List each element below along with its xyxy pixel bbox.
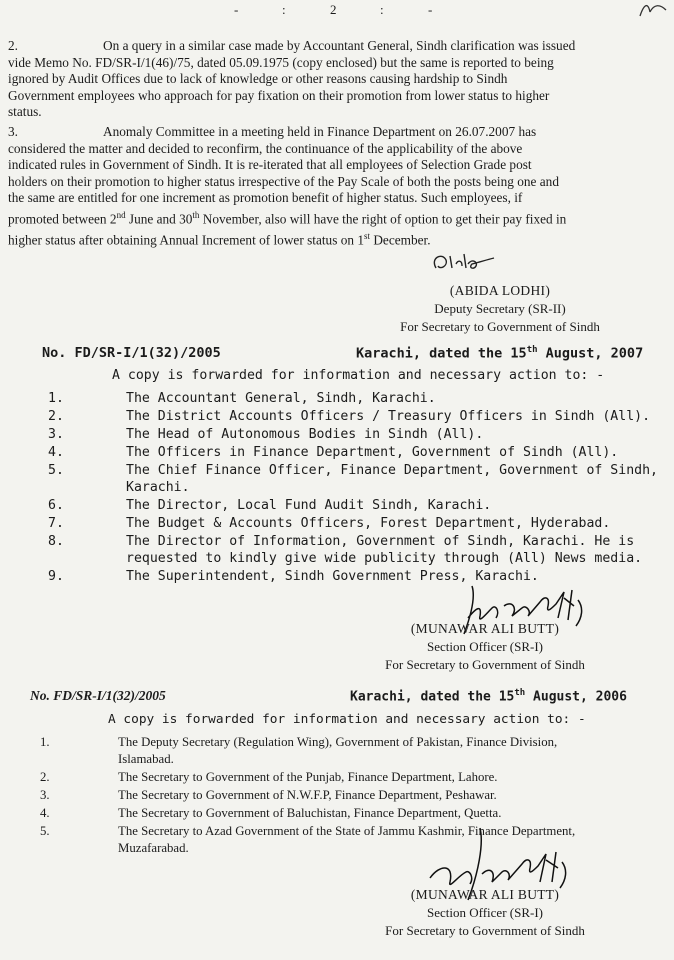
signatory-block-2 (340, 620, 630, 674)
item-text (126, 497, 491, 514)
item-line: requested to kindly give wide publicity through (All) News media. (126, 551, 643, 566)
item-text (126, 515, 610, 532)
item-line: Islamabad. (118, 752, 174, 766)
distribution-item (40, 734, 660, 769)
signatory-block-3 (340, 886, 630, 940)
signatory-name: (MUNAWAR ALI BUTT) (410, 621, 560, 636)
signatory-name: (MUNAWAR ALI BUTT) (410, 887, 560, 902)
dated-line: Karachi, dated the 15th August, 2006 (350, 688, 627, 705)
corner-scribble-icon (636, 0, 672, 20)
item-number: 4. (40, 806, 50, 820)
header-colon-right: : (380, 2, 384, 17)
item-line: The Director, Local Fund Audit Sindh, Karachi. (126, 498, 492, 513)
distribution-item (48, 462, 668, 497)
distribution-item (48, 426, 668, 444)
distribution-item (48, 444, 668, 462)
item-line: Karachi. (126, 480, 190, 495)
item-number: 2. (40, 770, 50, 784)
item-line: The Chief Finance Officer, Finance Department, Government of Sindh, (126, 463, 658, 478)
reference-number: No. FD/SR-I/1(32)/2005 (42, 345, 221, 361)
distribution-item (48, 515, 668, 533)
distribution-item (40, 787, 660, 805)
endorsement-2-header (0, 688, 674, 706)
distribution-item (48, 390, 668, 408)
item-number: 5. (40, 824, 50, 838)
paragraph-number: 2. (8, 38, 18, 53)
item-number: 5. (48, 463, 64, 478)
item-number: 8. (48, 534, 64, 549)
paragraph-line: ignored by Audit Offices due to lack of knowledge or other reasons causing hardship to Sindh (8, 71, 508, 87)
item-line: The District Accounts Officers / Treasury Officers in Sindh (All). (126, 409, 651, 424)
signatory-block-1 (360, 282, 640, 336)
item-number: 1. (48, 391, 64, 406)
item-text (126, 444, 618, 461)
item-number: 2. (48, 409, 64, 424)
item-number: 6. (48, 498, 64, 513)
item-text (126, 426, 483, 443)
paragraph-line: holders on their promotion to higher status irrespective of the Pay Scale of both the posts being one and (8, 173, 559, 189)
signature-abida (428, 250, 500, 276)
item-line: The Secretary to Government of the Punjab, Finance Department, Lahore. (118, 770, 498, 784)
dated-line: Karachi, dated the 15th August, 2007 (356, 345, 644, 362)
item-number: 1. (40, 735, 50, 749)
paragraph-line: considered the matter and decided to reconfirm, the continuance of the applicability of the above (8, 140, 523, 156)
item-line: The Head of Autonomous Bodies in Sindh (All). (126, 427, 484, 442)
header-dash-right: - (428, 2, 433, 17)
item-line: The Officers in Finance Department, Government of Sindh (All). (126, 445, 619, 460)
page-number: 2 (330, 2, 337, 17)
item-line: The Director of Information, Government of Sindh, Karachi. He is (126, 534, 635, 549)
paragraph-line: vide Memo No. FD/SR-I/1(46)/75, dated 05.09.1975 (copy enclosed) but the same is reported to being (8, 54, 554, 70)
item-text (126, 390, 436, 407)
distribution-item (48, 408, 668, 426)
item-line: The Accountant General, Sindh, Karachi. (126, 391, 436, 406)
endorsement-1-header (0, 345, 674, 363)
item-number: 3. (40, 788, 50, 802)
item-line: The Secretary to Azad Government of the State of Jammu Kashmir, Finance Department, (118, 824, 576, 838)
item-text (126, 462, 658, 496)
header-colon-left: : (282, 2, 286, 17)
paragraph-2 (8, 38, 656, 121)
item-line: The Secretary to Government of Baluchistan, Finance Department, Quetta. (118, 806, 502, 820)
item-text (126, 533, 642, 567)
paragraph-line: the same are entitled for one increment as promotion benefit of higher status. Such employees, if (8, 190, 523, 206)
distribution-item (48, 533, 668, 568)
signatory-for-line: For Secretary to Government of Sindh (385, 657, 585, 672)
paragraph-line: higher status after obtaining Annual Increment of lower status on 1st December. (8, 230, 431, 248)
header-dash-left: - (234, 2, 239, 17)
distribution-item (48, 497, 668, 515)
item-text (118, 734, 557, 768)
forwarding-intro: A copy is forwarded for information and necessary action to: - (112, 368, 605, 383)
item-text (118, 787, 497, 804)
paragraph-line: Government employees who approach for pay fixation on their promotion from lower status to higher (8, 87, 550, 103)
paragraph-line: indicated rules in Government of Sindh. It is re-iterated that all employees of Selection Grade post (8, 157, 532, 173)
signatory-designation: Deputy Secretary (SR-II) (434, 301, 566, 316)
item-number: 3. (48, 427, 64, 442)
paragraph-line: status. (8, 104, 42, 120)
paragraph-line: On a query in a similar case made by Accountant General, Sindh clarification was issued (103, 38, 576, 53)
signatory-for-line: For Secretary to Government of Sindh (385, 923, 585, 938)
item-line: The Budget & Accounts Officers, Forest Department, Hyderabad. (126, 516, 611, 531)
signatory-name: (ABIDA LODHI) (449, 283, 551, 298)
item-text (118, 805, 501, 822)
paragraph-3 (8, 124, 656, 249)
item-number: 7. (48, 516, 64, 531)
paragraph-line: Anomaly Committee in a meeting held in Finance Department on 26.07.2007 has (103, 124, 537, 139)
paragraph-number: 3. (8, 124, 18, 139)
signatory-designation: Section Officer (SR-I) (426, 639, 543, 654)
item-number: 4. (48, 445, 64, 460)
item-line: The Secretary to Government of N.W.F.P, Finance Department, Peshawar. (118, 788, 497, 802)
paragraph-line: promoted between 2nd June and 30th November, also will have the right of option to get their pay fixed in (8, 209, 567, 227)
forwarding-intro: A copy is forwarded for information and necessary action to: - (108, 712, 586, 727)
distribution-list-1 (48, 390, 668, 586)
item-text (118, 769, 498, 786)
item-text (126, 408, 650, 425)
signatory-for-line: For Secretary to Government of Sindh (400, 319, 600, 334)
item-number: 9. (48, 569, 64, 584)
signatory-designation: Section Officer (SR-I) (426, 905, 543, 920)
distribution-item (40, 769, 660, 787)
distribution-item (40, 805, 660, 823)
item-line: The Superintendent, Sindh Government Press, Karachi. (126, 569, 539, 584)
page-header (0, 2, 674, 18)
reference-number: No. FD/SR-I/1(32)/2005 (30, 688, 166, 703)
item-line: The Deputy Secretary (Regulation Wing), Government of Pakistan, Finance Division, (118, 735, 558, 749)
item-line: Muzafarabad. (118, 841, 189, 855)
